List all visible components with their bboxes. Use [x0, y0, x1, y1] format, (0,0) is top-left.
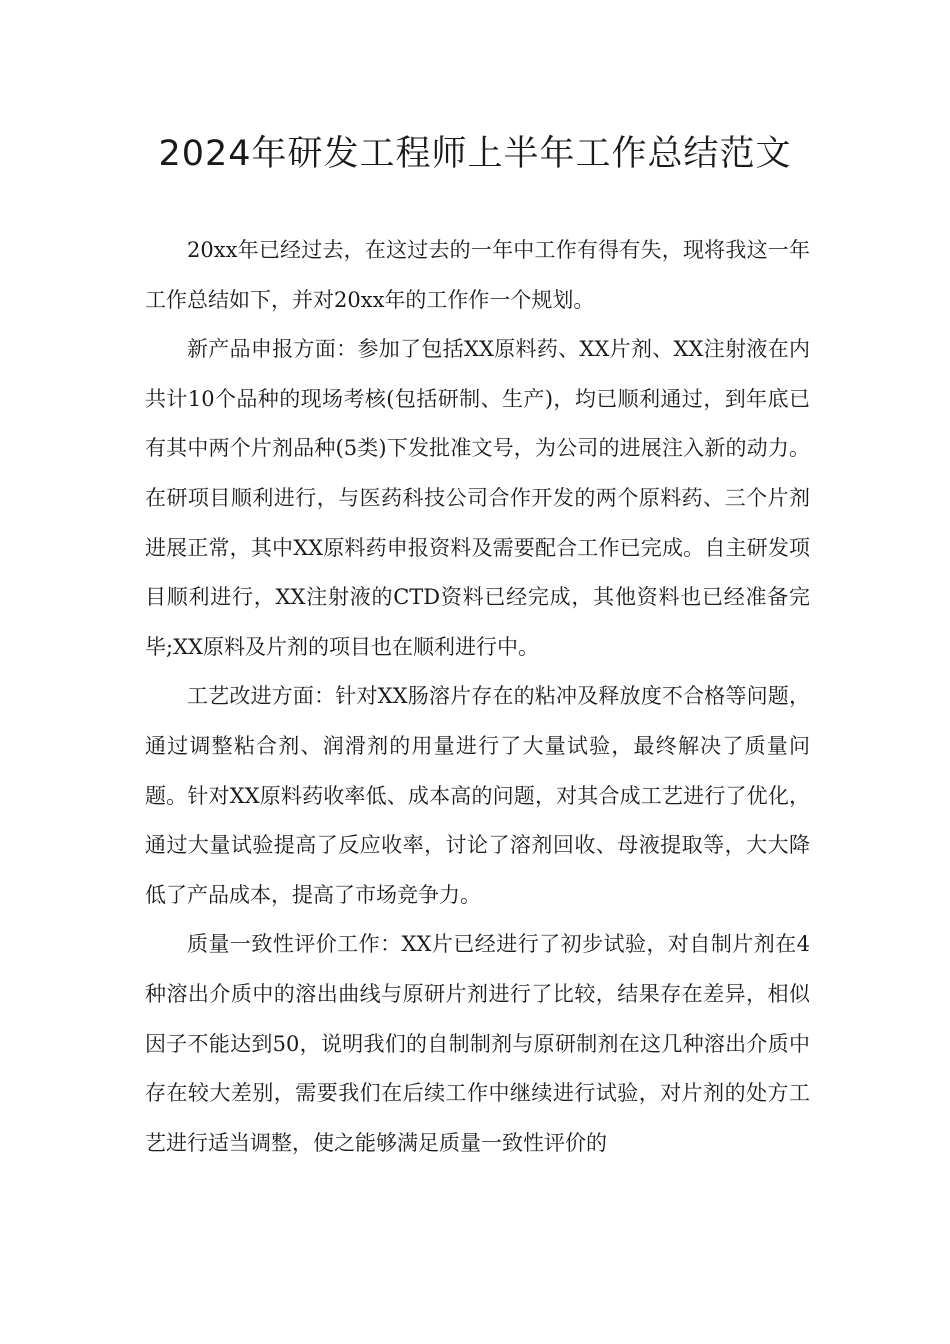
document-title: 2024年研发工程师上半年工作总结范文	[158, 134, 792, 174]
paragraph-process-improvement: 工艺改进方面：针对XX肠溶片存在的粘冲及释放度不合格等问题，通过调整粘合剂、润滑剂的用量进行了大量试验，最终解决了质量问题。针对XX原料药收率低、成本高的问题，对其合成工艺进行了优化，通过大量试验提高了反应收率，讨论了溶剂回收、母液提取等，大大降低了产品成本，提高了市场竞争力。	[145, 684, 810, 907]
paragraph-new-product-filing: 新产品申报方面：参加了包括XX原料药、XX片剂、XX注射液在内共计10个品种的现场考核(包括研制、生产)，均已顺利通过，到年底已有其中两个片剂品种(5类)下发批准文号，为公司的进展注入新的动力。在研项目顺利进行，与医药科技公司合作开发的两个原料药、三个片剂进展正常，其中XX原料药申报资料及需要配合工作已完成。自主研发项目顺利进行，XX注射液的CTD资料已经完成，其他资料也已经准备完毕;XX原料及片剂的项目也在顺利进行中。	[145, 337, 810, 659]
document-body	[145, 226, 810, 1168]
paragraph-quality-consistency: 质量一致性评价工作：XX片已经进行了初步试验，对自制片剂在4种溶出介质中的溶出曲线与原研片剂进行了比较，结果存在差异，相似因子不能达到50，说明我们的自制制剂与原研制剂在这几种溶出介质中存在较大差别，需要我们在后续工作中继续进行试验，对片剂的处方工艺进行适当调整，使之能够满足质量一致性评价的	[145, 932, 810, 1155]
paragraph-intro: 20xx年已经过去，在这过去的一年中工作有得有失，现将我这一年工作总结如下，并对20xx年的工作作一个规划。	[145, 238, 810, 312]
